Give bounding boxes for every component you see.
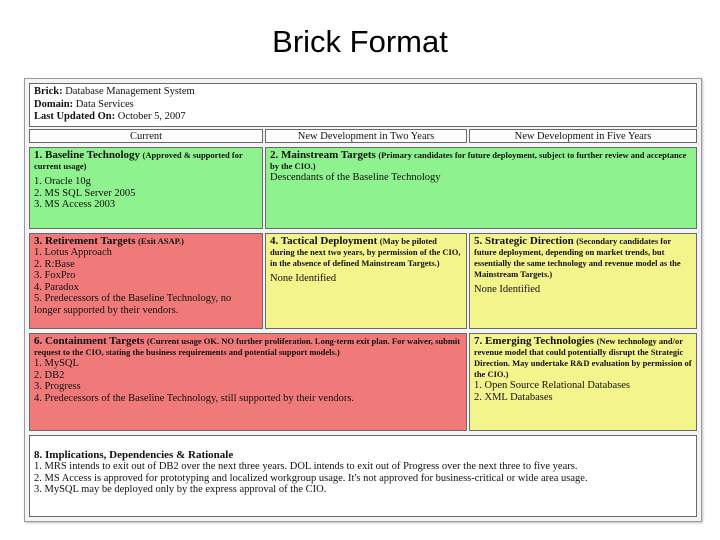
- list-item: 4. Paradox: [34, 281, 79, 293]
- list-item: 4. Predecessors of the Baseline Technology, still supported by their vendors.: [34, 392, 355, 404]
- brick-label: Brick:: [34, 86, 63, 97]
- brick-document: [24, 78, 702, 522]
- list-item: 2. MS SQL Server 2005: [34, 187, 136, 199]
- brick-value: Database Management System: [65, 86, 195, 97]
- emerging-title: 7. Emerging Technologies: [474, 335, 595, 347]
- meta-box: [29, 83, 697, 127]
- list-item: 3. MySQL may be deployed only by the express approval of the CIO.: [34, 484, 327, 495]
- containment-note: (Current usage OK. NO further proliferation. Long-term exit plan. For waiver, submit request to the CIO, stating the business requirements and potential support models.): [34, 336, 461, 357]
- slide-title: Brick Format: [272, 24, 448, 59]
- list-item: 1. Open Source Relational Databases: [474, 380, 630, 391]
- tactical-body: None Identified: [270, 273, 337, 284]
- list-item: 3. Progress: [34, 381, 81, 392]
- list-item: 2. DB2: [34, 369, 65, 381]
- updated-label: Last Updated On:: [34, 111, 116, 122]
- baseline-technology-box: [29, 147, 263, 229]
- retirement-note: (Exit ASAP.): [138, 236, 185, 246]
- emerging-technologies-box: [469, 333, 697, 431]
- mainstream-note: (Primary candidates for future deployment, subject to further review and acceptance by the CIO.): [270, 150, 687, 171]
- list-item: 1. MySQL: [34, 358, 79, 369]
- list-item: 3. MS Access 2003: [34, 199, 116, 210]
- strategic-body: None Identified: [474, 284, 541, 295]
- list-item: 5. Predecessors of the Baseline Technology, no longer supported by their vendors.: [34, 293, 232, 316]
- tactical-title: 4. Tactical Deployment: [270, 235, 378, 247]
- emerging-note: (New technology and/or revenue model that could potentially disrupt the Strategic Direction. May undertake R&D evaluation by permission of the CIO.): [474, 336, 692, 379]
- implications-title: 8. Implications, Dependencies & Rationale: [34, 449, 234, 461]
- strategic-direction-box: [469, 233, 697, 329]
- strategic-title: 5. Strategic Direction: [474, 235, 574, 247]
- tactical-note: (May be piloted during the next two years, by permission of the CIO, in the absence of defined Mainstream Targets.): [270, 236, 461, 268]
- domain-label: Domain:: [34, 98, 74, 110]
- list-item: 2. XML Databases: [474, 391, 553, 403]
- containment-title: 6. Containment Targets: [34, 335, 145, 347]
- domain-value: Data Services: [75, 98, 134, 110]
- column-header-current: Current: [29, 129, 263, 143]
- list-item: 2. R:Base: [34, 258, 75, 270]
- list-item: 1. MRS intends to exit out of DB2 over the next three years. DOL intends to exit out of Progress over the next three to five years.: [34, 461, 578, 472]
- list-item: 3. FoxPro: [34, 270, 76, 281]
- list-item: 2. MS Access is approved for prototyping and localized workgroup usage. It's not approved for business-critical or wide area usage.: [34, 472, 588, 484]
- mainstream-title: 2. Mainstream Targets: [270, 149, 376, 161]
- baseline-title: 1. Baseline Technology: [34, 149, 141, 161]
- baseline-note: (Approved & supported for current usage): [34, 150, 243, 171]
- retirement-targets-box: [29, 233, 263, 329]
- mainstream-targets-box: [265, 147, 697, 229]
- list-item: 1. Lotus Approach: [34, 247, 112, 258]
- tactical-deployment-box: [265, 233, 467, 329]
- updated-value: October 5, 2007: [117, 111, 186, 122]
- strategic-note: (Secondary candidates for future deployment, depending on market trends, but essentially the same technology and revenue model as the Mainstream Targets.): [474, 236, 681, 279]
- column-header-five-years: New Development in Five Years: [469, 129, 697, 143]
- containment-targets-box: [29, 333, 467, 431]
- mainstream-body: Descendants of the Baseline Technology: [270, 172, 441, 183]
- retirement-title: 3. Retirement Targets: [34, 235, 136, 247]
- column-header-two-years: New Development in Two Years: [265, 129, 467, 143]
- implications-box: [29, 435, 697, 517]
- list-item: 1. Oracle 10g: [34, 176, 91, 187]
